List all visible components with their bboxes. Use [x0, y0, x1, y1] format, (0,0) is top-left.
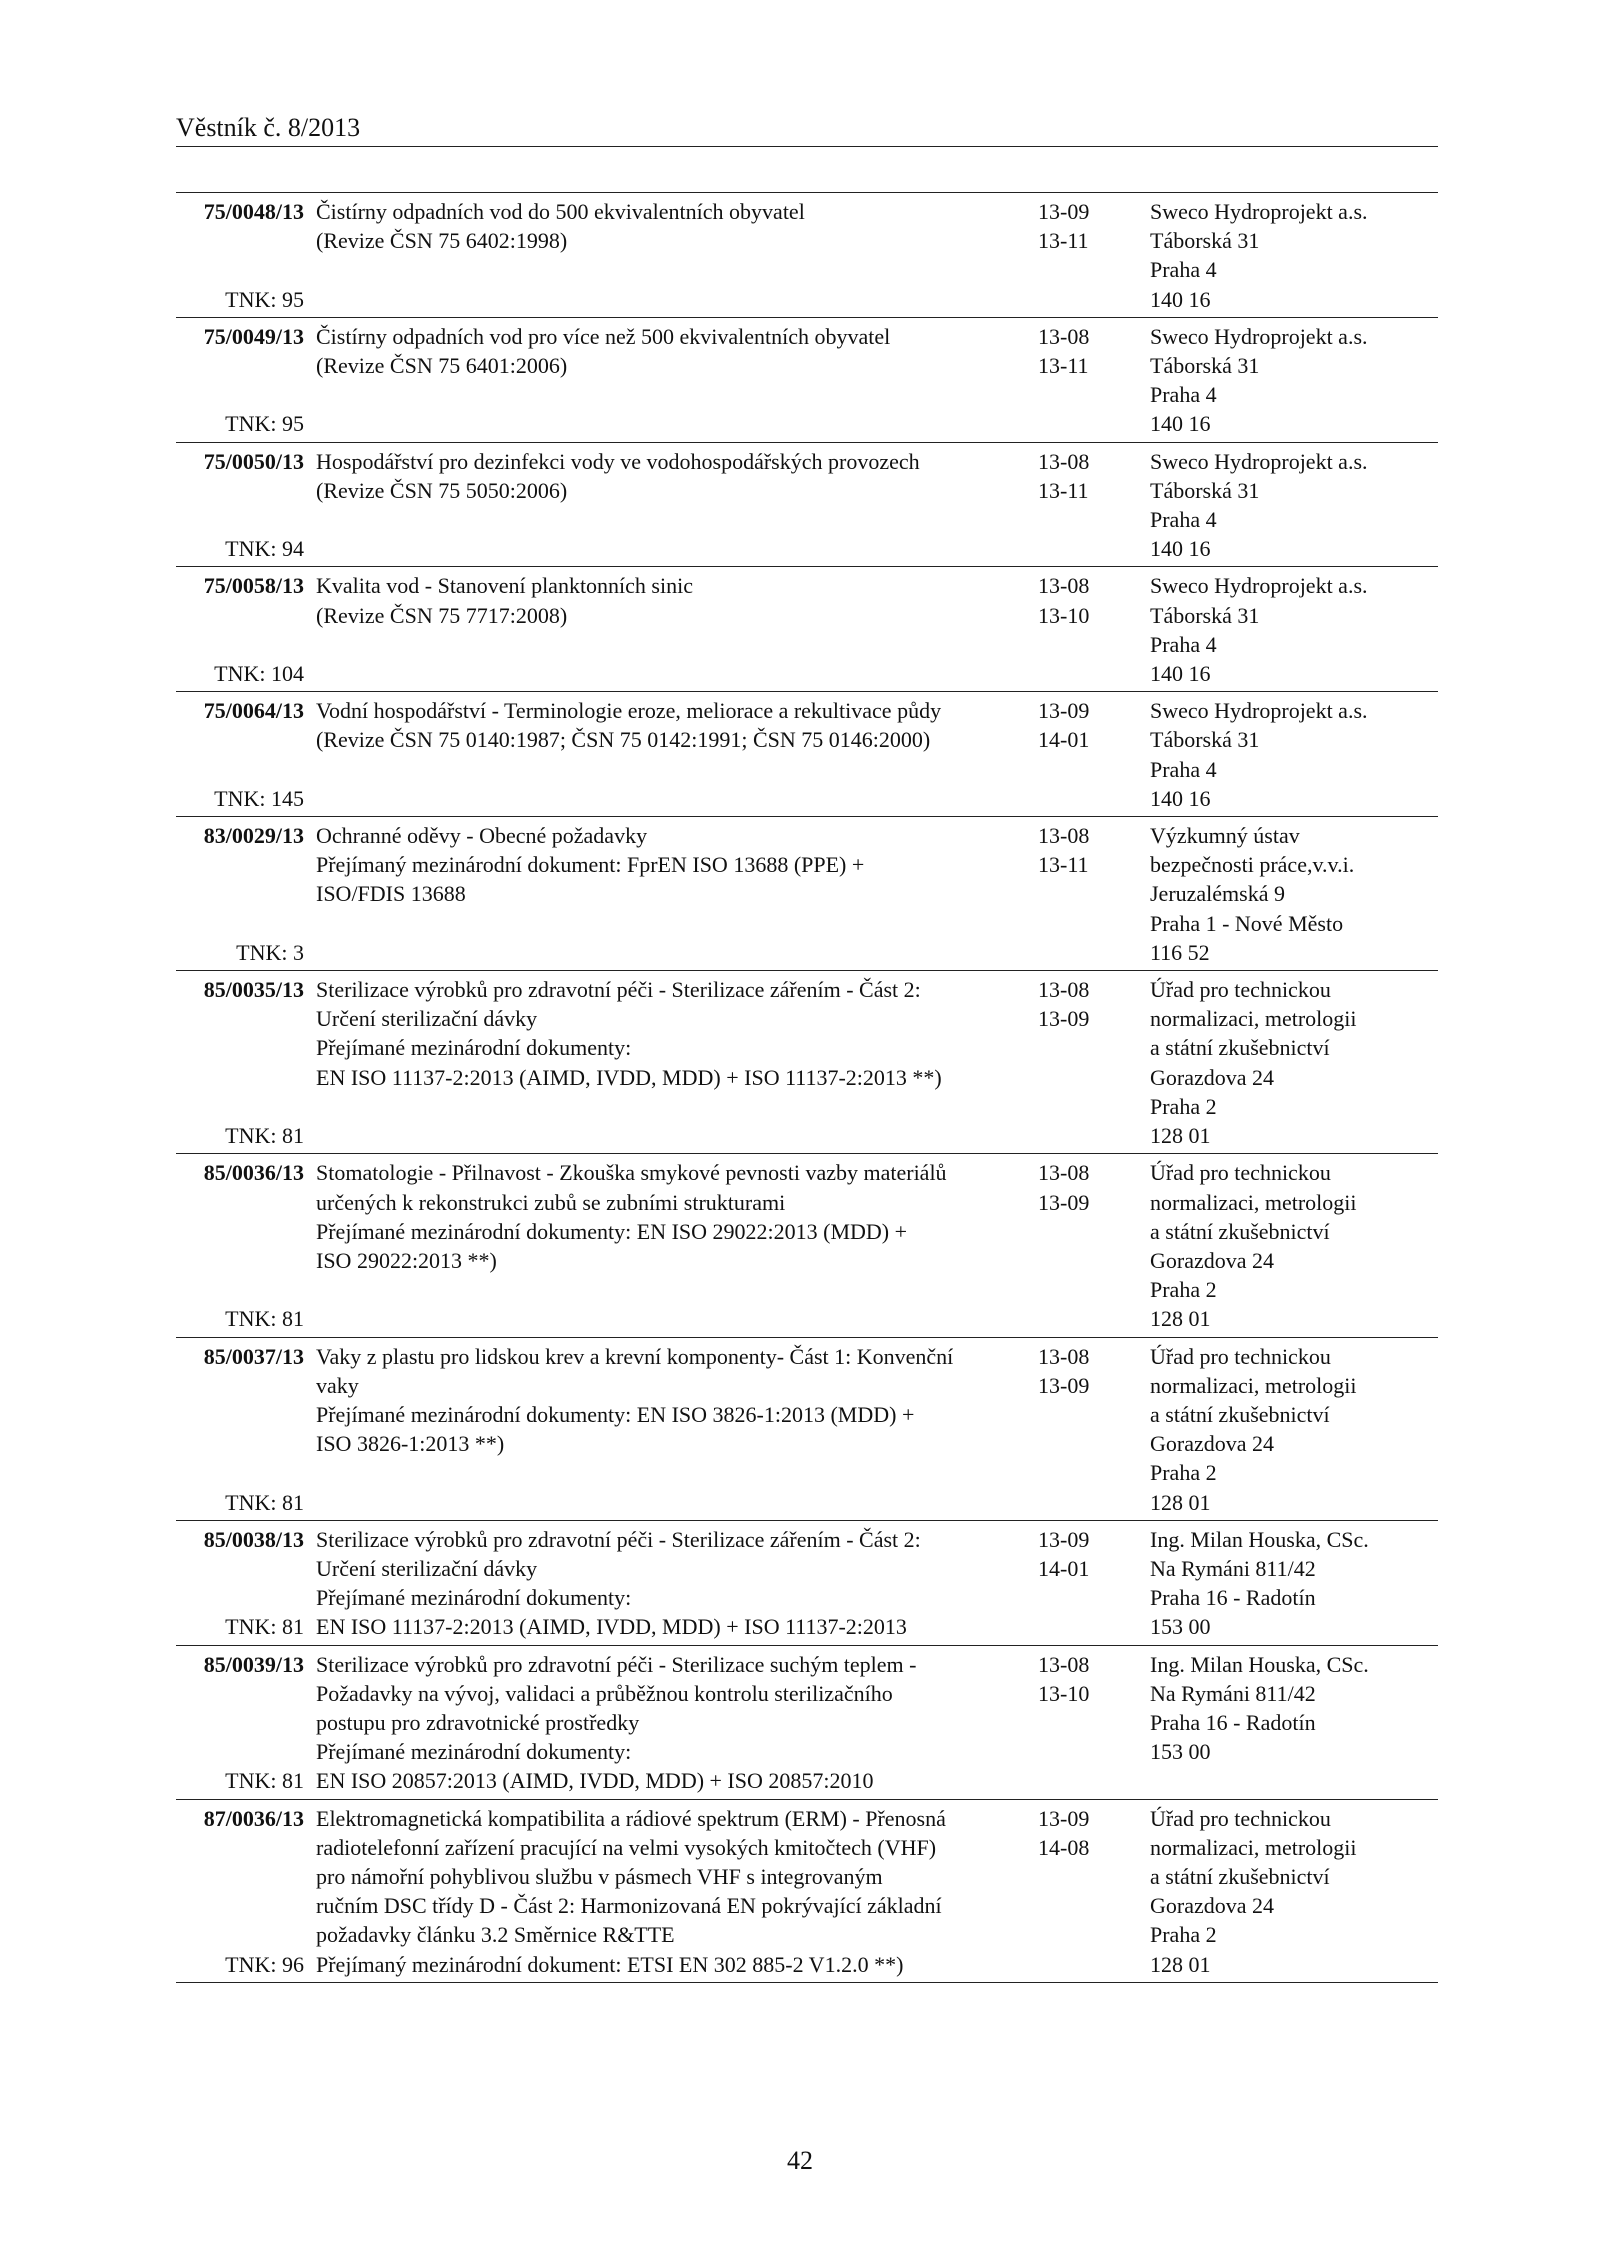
- title-cell-line: EN ISO 20857:2013 (AIMD, IVDD, MDD) + ISO 20857:2010: [316, 1768, 874, 1794]
- standards-table: [176, 192, 1438, 1983]
- page-footer: [0, 2146, 1600, 2176]
- standard-number: 85/0035/13: [203, 977, 304, 1003]
- dates-cell: [1026, 1650, 1148, 1796]
- standard-number: 75/0049/13: [203, 323, 304, 349]
- standard-number: 85/0037/13: [203, 1343, 304, 1369]
- standard-number: 75/0064/13: [203, 698, 304, 724]
- title-cell-line: Přejímané mezinárodní dokumenty:: [316, 1035, 632, 1061]
- organization-cell-line: 140 16: [1150, 785, 1211, 811]
- organization-cell-line: Praha 4: [1150, 756, 1217, 782]
- dates-cell: [1026, 322, 1148, 439]
- tnk-label: TNK: 96: [225, 1951, 304, 1977]
- title-cell-line: Kvalita vod - Stanovení planktonních sinic: [316, 573, 693, 599]
- standard-id-cell: [176, 1650, 306, 1796]
- organization-cell-line: Úřad pro technickou: [1150, 1160, 1331, 1186]
- organization-cell-line: Táborská 31: [1150, 602, 1260, 628]
- tnk-label: TNK: 94: [225, 536, 304, 562]
- dates-cell-line: 13-08: [1038, 323, 1090, 349]
- title-cell: [306, 1804, 1026, 1979]
- title-cell-line: Přejímané mezinárodní dokumenty: EN ISO 29022:2013 (MDD) +: [316, 1218, 908, 1244]
- organization-cell-line: normalizaci, metrologii: [1150, 1189, 1357, 1215]
- title-cell-line: (Revize ČSN 75 6401:2006): [316, 353, 568, 379]
- table-row: [176, 817, 1438, 971]
- organization-cell-line: 128 01: [1150, 1123, 1211, 1149]
- title-cell-line: (Revize ČSN 75 6402:1998): [316, 228, 568, 254]
- organization-cell-line: Ing. Milan Houska, CSc.: [1150, 1651, 1369, 1677]
- organization-cell: [1148, 696, 1438, 813]
- tnk-label: TNK: 95: [225, 286, 304, 312]
- organization-cell: [1148, 1650, 1438, 1796]
- organization-cell-line: Úřad pro technickou: [1150, 1805, 1331, 1831]
- title-cell: [306, 975, 1026, 1150]
- tnk-label: TNK: 81: [225, 1123, 304, 1149]
- tnk-label: TNK: 81: [225, 1614, 304, 1640]
- title-cell-line: ISO/FDIS 13688: [316, 881, 466, 907]
- title-cell-line: Požadavky na vývoj, validaci a průběžnou kontrolu sterilizačního: [316, 1680, 893, 1706]
- standard-id-cell: [176, 447, 306, 564]
- organization-cell-line: 153 00: [1150, 1614, 1211, 1640]
- title-cell-line: Elektromagnetická kompatibilita a rádiové spektrum (ERM) - Přenosná: [316, 1805, 946, 1831]
- title-cell-line: Ochranné oděvy - Obecné požadavky: [316, 823, 648, 849]
- organization-cell-line: Gorazdova 24: [1150, 1064, 1275, 1090]
- table-row: [176, 318, 1438, 443]
- title-cell: [306, 1650, 1026, 1796]
- organization-cell: [1148, 197, 1438, 314]
- organization-cell-line: a státní zkušebnictví: [1150, 1218, 1330, 1244]
- organization-cell-line: 140 16: [1150, 536, 1211, 562]
- tnk-label: TNK: 81: [225, 1306, 304, 1332]
- tnk-label: TNK: 81: [225, 1489, 304, 1515]
- organization-cell-line: 140 16: [1150, 286, 1211, 312]
- organization-cell-line: Táborská 31: [1150, 477, 1260, 503]
- title-cell: [306, 447, 1026, 564]
- dates-cell-line: 13-08: [1038, 823, 1090, 849]
- organization-cell-line: Praha 2: [1150, 1922, 1217, 1948]
- page-number: 42: [787, 2146, 813, 2175]
- title-cell: [306, 696, 1026, 813]
- dates-cell: [1026, 1804, 1148, 1979]
- organization-cell: [1148, 821, 1438, 967]
- dates-cell-line: 13-08: [1038, 1343, 1090, 1369]
- dates-cell: [1026, 1525, 1148, 1642]
- organization-cell: [1148, 1804, 1438, 1979]
- dates-cell: [1026, 821, 1148, 967]
- dates-cell-line: 14-01: [1038, 1555, 1090, 1581]
- title-cell-line: radiotelefonní zařízení pracující na velmi vysokých kmitočtech (VHF): [316, 1834, 937, 1860]
- standard-number: 87/0036/13: [203, 1805, 304, 1831]
- tnk-label: TNK: 95: [225, 411, 304, 437]
- table-row: [176, 1646, 1438, 1800]
- dates-cell-line: 14-01: [1038, 727, 1090, 753]
- dates-cell-line: 13-09: [1038, 199, 1090, 224]
- title-cell-line: (Revize ČSN 75 7717:2008): [316, 602, 568, 628]
- dates-cell-line: 13-10: [1038, 602, 1090, 628]
- title-cell-line: Vodní hospodářství - Terminologie eroze, meliorace a rekultivace půdy: [316, 698, 942, 724]
- title-cell-line: Přejímaný mezinárodní dokument: FprEN ISO 13688 (PPE) +: [316, 852, 865, 878]
- page-header-title: Věstník č. 8/2013: [176, 113, 361, 142]
- dates-cell-line: 13-08: [1038, 1160, 1090, 1186]
- organization-cell-line: Výzkumný ústav: [1150, 823, 1300, 849]
- standard-number: 83/0029/13: [203, 823, 304, 849]
- standard-number: 85/0036/13: [203, 1160, 304, 1186]
- title-cell-line: ISO 29022:2013 **): [316, 1247, 497, 1273]
- table-row: [176, 193, 1438, 318]
- title-cell-line: vaky: [316, 1372, 359, 1398]
- organization-cell-line: Praha 16 - Radotín: [1150, 1709, 1316, 1735]
- organization-cell-line: Praha 16 - Radotín: [1150, 1585, 1316, 1611]
- organization-cell-line: normalizaci, metrologii: [1150, 1006, 1357, 1032]
- standard-number: 85/0038/13: [203, 1526, 304, 1552]
- organization-cell-line: Ing. Milan Houska, CSc.: [1150, 1526, 1369, 1552]
- organization-cell-line: a státní zkušebnictví: [1150, 1863, 1330, 1889]
- table-row: [176, 567, 1438, 692]
- organization-cell-line: 128 01: [1150, 1951, 1211, 1977]
- organization-cell-line: Gorazdova 24: [1150, 1893, 1275, 1919]
- organization-cell: [1148, 1525, 1438, 1642]
- table-row: [176, 1521, 1438, 1646]
- dates-cell-line: 13-09: [1038, 698, 1090, 724]
- dates-cell: [1026, 197, 1148, 314]
- title-cell-line: Sterilizace výrobků pro zdravotní péči - Sterilizace suchým teplem -: [316, 1651, 917, 1677]
- standard-id-cell: [176, 197, 306, 314]
- organization-cell-line: a státní zkušebnictví: [1150, 1035, 1330, 1061]
- title-cell: [306, 821, 1026, 967]
- dates-cell-line: 14-08: [1038, 1834, 1090, 1860]
- dates-cell-line: 13-11: [1038, 477, 1089, 503]
- title-cell-line: Čistírny odpadních vod pro více než 500 ekvivalentních obyvatel: [316, 323, 891, 349]
- standard-number: 75/0048/13: [203, 199, 304, 224]
- table-row: [176, 1338, 1438, 1521]
- organization-cell-line: Sweco Hydroprojekt a.s.: [1150, 448, 1368, 474]
- tnk-label: TNK: 145: [214, 785, 304, 811]
- title-cell: [306, 322, 1026, 439]
- organization-cell-line: Na Rymáni 811/42: [1150, 1680, 1316, 1706]
- organization-cell-line: Táborská 31: [1150, 727, 1260, 753]
- dates-cell-line: 13-08: [1038, 977, 1090, 1003]
- tnk-label: TNK: 104: [214, 661, 304, 687]
- title-cell: [306, 1158, 1026, 1333]
- title-cell-line: Přejímané mezinárodní dokumenty:: [316, 1739, 632, 1765]
- title-cell-line: EN ISO 11137-2:2013 (AIMD, IVDD, MDD) + ISO 11137-2:2013: [316, 1614, 907, 1640]
- organization-cell: [1148, 447, 1438, 564]
- title-cell-line: Přejímané mezinárodní dokumenty:: [316, 1585, 632, 1611]
- dates-cell: [1026, 1158, 1148, 1333]
- standard-id-cell: [176, 1158, 306, 1333]
- standard-id-cell: [176, 696, 306, 813]
- dates-cell: [1026, 1342, 1148, 1517]
- table-row: [176, 1800, 1438, 1983]
- dates-cell: [1026, 975, 1148, 1150]
- organization-cell-line: normalizaci, metrologii: [1150, 1372, 1357, 1398]
- standard-id-cell: [176, 975, 306, 1150]
- table-row: [176, 1154, 1438, 1337]
- title-cell: [306, 197, 1026, 314]
- organization-cell-line: Praha 4: [1150, 507, 1217, 533]
- organization-cell: [1148, 975, 1438, 1150]
- organization-cell-line: Praha 4: [1150, 382, 1217, 408]
- organization-cell-line: 116 52: [1150, 939, 1210, 965]
- dates-cell-line: 13-08: [1038, 1651, 1090, 1677]
- organization-cell: [1148, 322, 1438, 439]
- organization-cell-line: Sweco Hydroprojekt a.s.: [1150, 199, 1368, 224]
- organization-cell-line: Táborská 31: [1150, 228, 1260, 254]
- organization-cell-line: 128 01: [1150, 1489, 1211, 1515]
- organization-cell-line: Sweco Hydroprojekt a.s.: [1150, 323, 1368, 349]
- standard-id-cell: [176, 1804, 306, 1979]
- title-cell-line: Vaky z plastu pro lidskou krev a krevní komponenty- Část 1: Konvenční: [316, 1343, 954, 1369]
- standard-id-cell: [176, 322, 306, 439]
- standard-number: 85/0039/13: [203, 1651, 304, 1677]
- organization-cell-line: Na Rymáni 811/42: [1150, 1555, 1316, 1581]
- organization-cell-line: Praha 1 - Nové Město: [1150, 910, 1344, 936]
- standard-number: 75/0058/13: [203, 573, 304, 599]
- title-cell: [306, 571, 1026, 688]
- standard-id-cell: [176, 821, 306, 967]
- title-cell-line: EN ISO 11137-2:2013 (AIMD, IVDD, MDD) + ISO 11137-2:2013 **): [316, 1064, 942, 1090]
- table-row: [176, 443, 1438, 568]
- organization-cell-line: Praha 2: [1150, 1460, 1217, 1486]
- title-cell-line: Sterilizace výrobků pro zdravotní péči - Sterilizace zářením - Část 2:: [316, 1526, 921, 1552]
- title-cell-line: požadavky článku 3.2 Směrnice R&TTE: [316, 1922, 675, 1948]
- tnk-label: TNK: 81: [225, 1768, 304, 1794]
- organization-cell-line: Sweco Hydroprojekt a.s.: [1150, 573, 1368, 599]
- organization-cell-line: Praha 2: [1150, 1277, 1217, 1303]
- organization-cell-line: normalizaci, metrologii: [1150, 1834, 1357, 1860]
- organization-cell-line: 140 16: [1150, 411, 1211, 437]
- organization-cell-line: bezpečnosti práce,v.v.i.: [1150, 852, 1355, 878]
- organization-cell-line: Gorazdova 24: [1150, 1431, 1275, 1457]
- title-cell-line: Sterilizace výrobků pro zdravotní péči - Sterilizace zářením - Část 2:: [316, 977, 921, 1003]
- table-row: [176, 971, 1438, 1154]
- dates-cell-line: 13-09: [1038, 1006, 1090, 1032]
- organization-cell-line: Praha 2: [1150, 1093, 1217, 1119]
- title-cell-line: Určení sterilizační dávky: [316, 1006, 538, 1032]
- title-cell-line: ručním DSC třídy D - Část 2: Harmonizovaná EN pokrývající základní: [316, 1893, 942, 1919]
- title-cell-line: Přejímané mezinárodní dokumenty: EN ISO 3826-1:2013 (MDD) +: [316, 1401, 915, 1427]
- title-cell: [306, 1342, 1026, 1517]
- title-cell-line: postupu pro zdravotnické prostředky: [316, 1709, 640, 1735]
- title-cell-line: ISO 3826-1:2013 **): [316, 1431, 505, 1457]
- standard-number: 75/0050/13: [203, 448, 304, 474]
- dates-cell: [1026, 571, 1148, 688]
- standard-id-cell: [176, 1342, 306, 1517]
- organization-cell-line: Táborská 31: [1150, 353, 1260, 379]
- title-cell-line: Hospodářství pro dezinfekci vody ve vodohospodářských provozech: [316, 448, 920, 474]
- title-cell-line: určených k rekonstrukci zubů se zubními strukturami: [316, 1189, 786, 1215]
- organization-cell-line: a státní zkušebnictví: [1150, 1401, 1330, 1427]
- organization-cell-line: Úřad pro technickou: [1150, 1343, 1331, 1369]
- organization-cell-line: Praha 4: [1150, 257, 1217, 283]
- dates-cell: [1026, 447, 1148, 564]
- organization-cell-line: Gorazdova 24: [1150, 1247, 1275, 1273]
- tnk-label: TNK: 3: [236, 939, 304, 965]
- dates-cell-line: 13-09: [1038, 1526, 1090, 1552]
- organization-cell: [1148, 571, 1438, 688]
- dates-cell-line: 13-11: [1038, 228, 1089, 254]
- organization-cell-line: 153 00: [1150, 1739, 1211, 1765]
- title-cell-line: Určení sterilizační dávky: [316, 1555, 538, 1581]
- organization-cell-line: Úřad pro technickou: [1150, 977, 1331, 1003]
- dates-cell: [1026, 696, 1148, 813]
- page-header: [176, 112, 1438, 147]
- dates-cell-line: 13-09: [1038, 1372, 1090, 1398]
- title-cell-line: (Revize ČSN 75 5050:2006): [316, 477, 568, 503]
- title-cell-line: (Revize ČSN 75 0140:1987; ČSN 75 0142:1991; ČSN 75 0146:2000): [316, 727, 931, 753]
- dates-cell-line: 13-11: [1038, 353, 1089, 379]
- dates-cell-line: 13-11: [1038, 852, 1089, 878]
- title-cell-line: Čistírny odpadních vod do 500 ekvivalentních obyvatel: [316, 199, 805, 224]
- dates-cell-line: 13-08: [1038, 448, 1090, 474]
- standard-id-cell: [176, 1525, 306, 1642]
- organization-cell-line: Jeruzalémská 9: [1150, 881, 1285, 907]
- dates-cell-line: 13-09: [1038, 1805, 1090, 1831]
- dates-cell-line: 13-09: [1038, 1189, 1090, 1215]
- title-cell: [306, 1525, 1026, 1642]
- organization-cell-line: 128 01: [1150, 1306, 1211, 1332]
- organization-cell-line: 140 16: [1150, 661, 1211, 687]
- organization-cell-line: Sweco Hydroprojekt a.s.: [1150, 698, 1368, 724]
- dates-cell-line: 13-08: [1038, 573, 1090, 599]
- table-row: [176, 692, 1438, 817]
- title-cell-line: pro námořní pohyblivou službu v pásmech VHF s integrovaným: [316, 1863, 883, 1889]
- standard-id-cell: [176, 571, 306, 688]
- organization-cell-line: Praha 4: [1150, 631, 1217, 657]
- organization-cell: [1148, 1342, 1438, 1517]
- title-cell-line: Stomatologie - Přilnavost - Zkouška smykové pevnosti vazby materiálů: [316, 1160, 947, 1186]
- dates-cell-line: 13-10: [1038, 1680, 1090, 1706]
- organization-cell: [1148, 1158, 1438, 1333]
- title-cell-line: Přejímaný mezinárodní dokument: ETSI EN 302 885-2 V1.2.0 **): [316, 1951, 904, 1977]
